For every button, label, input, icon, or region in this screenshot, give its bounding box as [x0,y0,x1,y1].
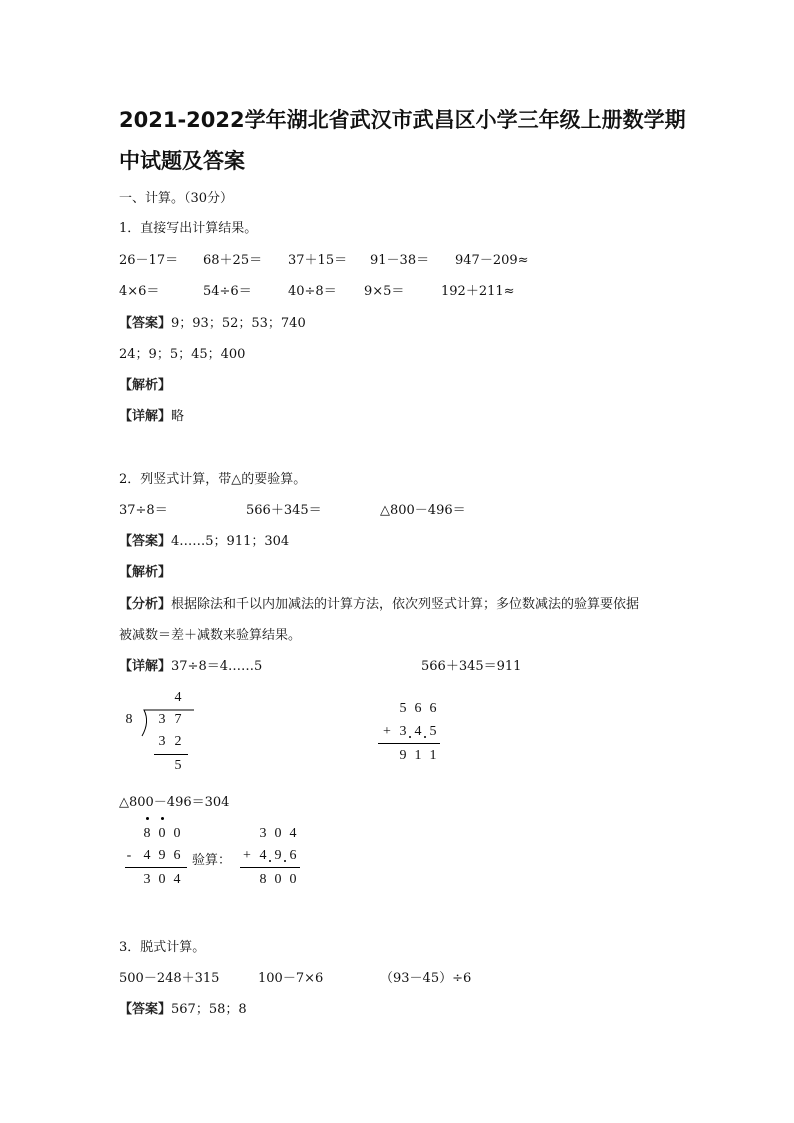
check-digit: 8 [259,872,267,887]
q1-item: 37＋15＝ [288,253,348,268]
detail-text: 略 [171,409,185,424]
check-digit: 0 [289,872,297,887]
difference-digit: 0 [158,872,166,887]
division-remainder: 5 [174,758,182,773]
detail-tag: 【详解】 [119,659,172,674]
q2-detail [119,655,262,674]
division-product-digit: 3 [158,734,166,749]
analysis-tag: 【解析】 [119,565,172,580]
answer-tag: 【答案】 [119,316,172,331]
check-digit: 4 [259,848,267,863]
check-digit: 0 [274,872,282,887]
answer-tag: 【答案】 [119,534,172,549]
addend-digit: 4 [414,724,422,739]
q3-item: 500－248＋315 [119,971,220,986]
sum-digit: 1 [414,748,422,763]
q1-detail [119,405,184,424]
subtrahend-digit: 9 [158,848,166,863]
fenxi-tag: 【分析】 [119,597,172,612]
division-quotient: 4 [174,690,182,705]
minuend-digit: 8 [143,826,151,841]
section-heading: 一、计算。（30分） [119,191,234,206]
detail-tag: 【详解】 [119,409,172,424]
plus-sign: + [243,848,251,863]
q1-item: 40÷8＝ [288,284,337,299]
difference-digit: 4 [173,872,181,887]
check-label: 验算： [192,853,232,868]
addend-digit: 3 [399,724,407,739]
q1-item: 91－38＝ [370,253,430,268]
plus-sign: + [383,724,391,739]
subtrahend-digit: 4 [143,848,151,863]
q2-fenxi-line2: 被减数＝差＋减数来验算结果。 [119,628,302,643]
q1-item: 9×5＝ [364,284,405,299]
q3-item: （93－45）÷6 [380,971,472,986]
q1-item: 54÷6＝ [203,284,252,299]
q2-fenxi [119,593,639,612]
division-dividend-digit: 3 [158,712,166,727]
check-digit: 0 [274,826,282,841]
division-dividend-digit: 7 [174,712,182,727]
answer-tag: 【答案】 [119,1002,172,1017]
answer-text: 4……5；911；304 [171,534,290,549]
check-digit: 4 [289,826,297,841]
minus-sign: - [126,848,132,863]
q1-answer-line2: 24；9；5；45；400 [119,347,246,362]
division-product-digit: 2 [174,734,182,749]
addend-digit: 5 [399,701,407,716]
carry-mark [269,860,271,862]
difference-digit: 3 [143,872,151,887]
subtraction-rule [125,867,187,868]
detail-text: 37÷8＝4……5 [171,659,263,674]
borrow-dot [161,817,164,820]
q2-detail-add: 566＋345＝911 [421,659,522,674]
division-divisor: 8 [125,712,133,727]
q3-item: 100－7×6 [258,971,324,986]
page-title-line1: 2021-2022学年湖北省武汉市武昌区小学三年级上册数学期 [119,108,686,132]
borrow-dot [146,817,149,820]
answer-text: 9；93；52；53；740 [171,316,306,331]
q2-answer [119,530,289,549]
q1-item: 947－209≈ [455,253,529,268]
sum-digit: 9 [399,748,407,763]
division-line [154,754,188,755]
minuend-digit: 0 [158,826,166,841]
sum-digit: 1 [429,748,437,763]
check-digit: 3 [259,826,267,841]
q1-item: 192＋211≈ [441,284,515,299]
q2-item: 566＋345＝ [246,503,322,518]
check-digit: 6 [289,848,297,863]
carry-mark [424,736,426,738]
fenxi-text: 根据除法和千以内加减法的计算方法，依次列竖式计算；多位数减法的验算要依据 [171,597,640,612]
q2-item: 37÷8＝ [119,503,168,518]
q1-item: 68＋25＝ [203,253,263,268]
check-digit: 9 [274,848,282,863]
subtrahend-digit: 6 [173,848,181,863]
addend-digit: 6 [429,701,437,716]
check-line [240,867,300,868]
carry-mark [284,860,286,862]
addend-digit: 6 [414,701,422,716]
q1-item: 4×6＝ [119,284,160,299]
subtraction-line: △800－496＝304 [119,795,230,810]
q1-answer [119,312,306,331]
q3-stem: 3．脱式计算。 [119,940,206,955]
q2-stem: 2．列竖式计算，带△的要验算。 [119,472,307,487]
page-title-line2: 中试题及答案 [119,149,245,173]
addition-line [378,743,440,744]
q3-answer [119,998,247,1017]
q1-item: 26－17＝ [119,253,179,268]
answer-text: 567；58；8 [171,1002,247,1017]
analysis-tag: 【解析】 [119,378,172,393]
minuend-digit: 0 [173,826,181,841]
carry-mark [409,736,411,738]
addend-digit: 5 [429,724,437,739]
q2-item: △800－496＝ [380,503,466,518]
q1-stem: 1．直接写出计算结果。 [119,221,258,236]
